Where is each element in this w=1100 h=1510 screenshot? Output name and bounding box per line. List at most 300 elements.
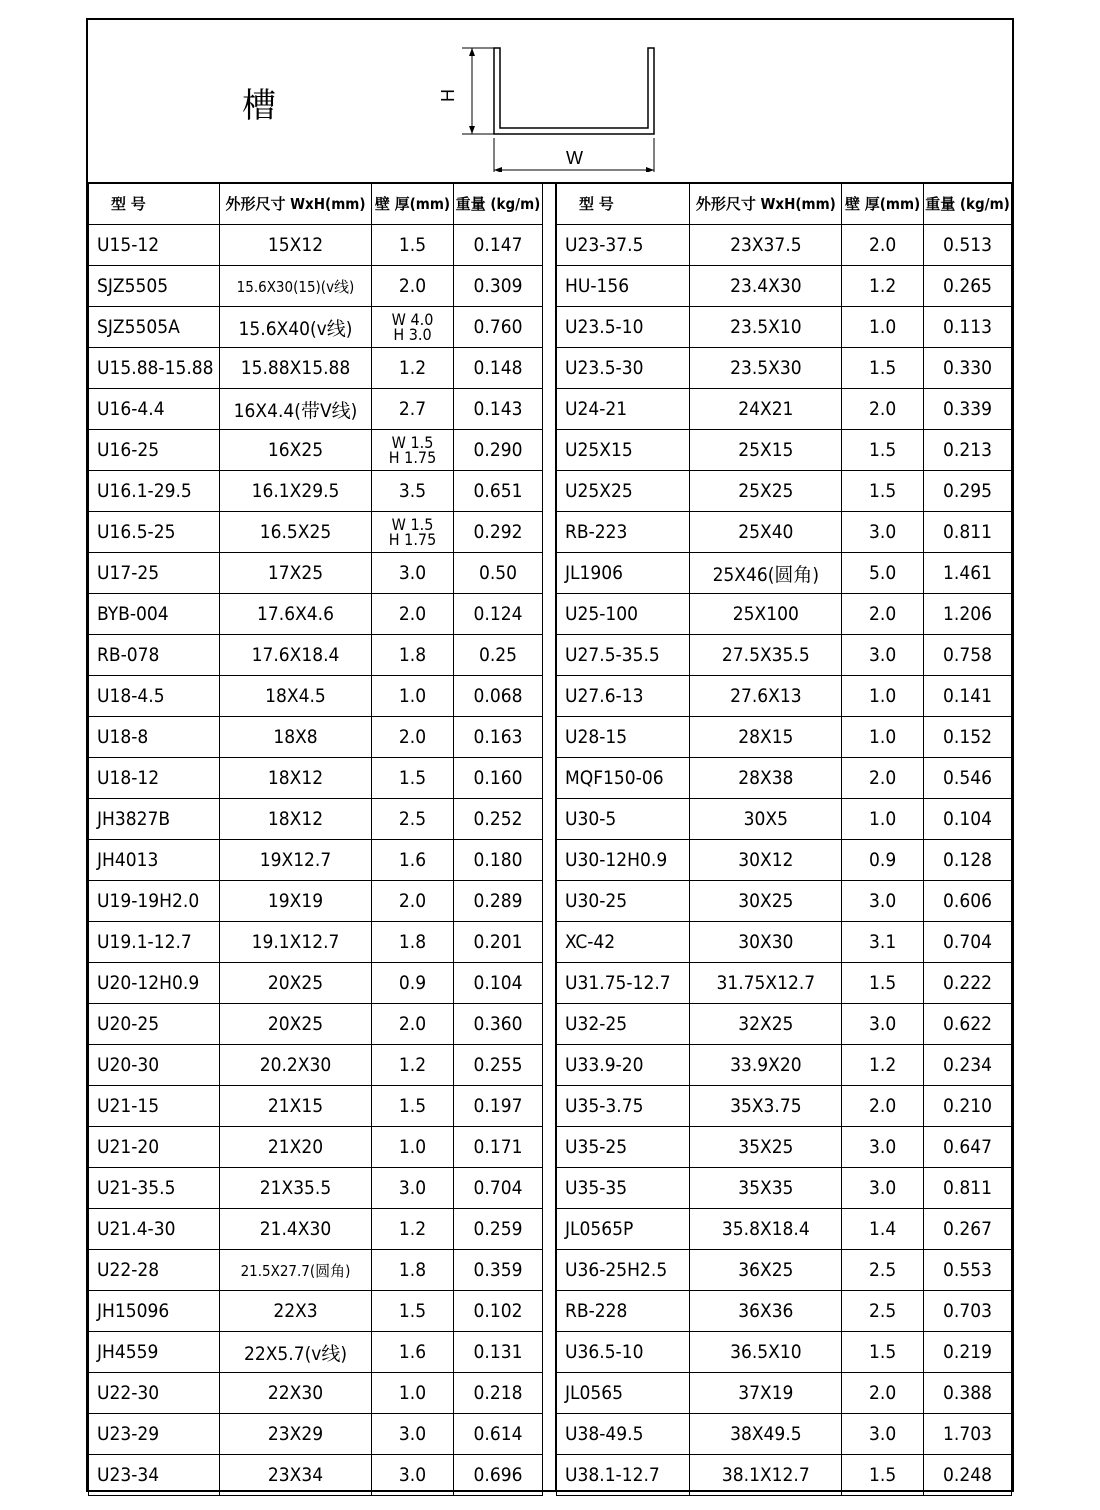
weight-cell: 0.213 xyxy=(924,430,1012,471)
model-cell: U38.1-12.7 xyxy=(557,1455,690,1496)
model-cell: JH4559 xyxy=(89,1332,220,1373)
wall-cell: 1.5 xyxy=(842,1332,924,1373)
size-cell: 25X15 xyxy=(690,430,842,471)
model-cell: BYB-004 xyxy=(89,594,220,635)
wall-cell: 1.5 xyxy=(372,1291,454,1332)
wall-cell: 2.0 xyxy=(842,1373,924,1414)
wall-cell: 3.0 xyxy=(372,553,454,594)
weight-cell: 0.614 xyxy=(454,1414,543,1455)
weight-cell: 0.811 xyxy=(924,1168,1012,1209)
col-weight: 重量 (kg/m) xyxy=(454,183,543,225)
model-cell: JH4013 xyxy=(89,840,220,881)
weight-cell: 0.704 xyxy=(924,922,1012,963)
weight-cell: 0.197 xyxy=(454,1086,543,1127)
size-cell: 24X21 xyxy=(690,389,842,430)
channel-outline xyxy=(494,48,654,134)
model-cell: U25X25 xyxy=(557,471,690,512)
size-cell: 21X20 xyxy=(220,1127,372,1168)
col-model: 型 号 xyxy=(557,183,690,225)
size-cell: 15X12 xyxy=(220,225,372,266)
size-cell: 35X35 xyxy=(690,1168,842,1209)
page-title: 槽 xyxy=(242,86,277,126)
weight-cell: 0.102 xyxy=(454,1291,543,1332)
model-cell: MQF150-06 xyxy=(557,758,690,799)
wall-cell: 1.0 xyxy=(842,799,924,840)
model-cell: U31.75-12.7 xyxy=(557,963,690,1004)
weight-cell: 0.513 xyxy=(924,225,1012,266)
wall-cell: 2.0 xyxy=(842,758,924,799)
table-row xyxy=(557,430,1012,471)
table-row xyxy=(89,922,543,963)
wall-cell: 1.4 xyxy=(842,1209,924,1250)
model-cell: U27.5-35.5 xyxy=(557,635,690,676)
size-cell: 25X100 xyxy=(690,594,842,635)
weight-cell: 0.163 xyxy=(454,717,543,758)
table-header-row xyxy=(557,183,1012,225)
size-cell: 16.1X29.5 xyxy=(220,471,372,512)
weight-cell: 0.704 xyxy=(454,1168,543,1209)
weight-cell: 0.152 xyxy=(924,717,1012,758)
table-row xyxy=(89,799,543,840)
weight-cell: 0.703 xyxy=(924,1291,1012,1332)
table-row xyxy=(557,471,1012,512)
model-cell: RB-228 xyxy=(557,1291,690,1332)
weight-cell: 1.461 xyxy=(924,553,1012,594)
size-cell: 36X36 xyxy=(690,1291,842,1332)
weight-cell: 0.295 xyxy=(924,471,1012,512)
weight-cell: 0.553 xyxy=(924,1250,1012,1291)
weight-cell: 0.330 xyxy=(924,348,1012,389)
table-row xyxy=(557,963,1012,1004)
table-row xyxy=(557,348,1012,389)
wall-cell: 2.0 xyxy=(842,389,924,430)
model-cell: U16-25 xyxy=(89,430,220,471)
weight-cell: 0.265 xyxy=(924,266,1012,307)
model-cell: JL1906 xyxy=(557,553,690,594)
model-cell: RB-223 xyxy=(557,512,690,553)
model-cell: U16.1-29.5 xyxy=(89,471,220,512)
size-cell: 31.75X12.7 xyxy=(690,963,842,1004)
model-cell: U35-25 xyxy=(557,1127,690,1168)
size-cell: 18X8 xyxy=(220,717,372,758)
model-cell: JH3827B xyxy=(89,799,220,840)
model-cell: U35-3.75 xyxy=(557,1086,690,1127)
wall-cell: 3.0 xyxy=(842,1414,924,1455)
model-cell: U20-30 xyxy=(89,1045,220,1086)
model-cell: U30-25 xyxy=(557,881,690,922)
size-cell: 23X34 xyxy=(220,1455,372,1496)
table-row xyxy=(89,635,543,676)
weight-cell: 0.25 xyxy=(454,635,543,676)
wall-cell: W 1.5 H 1.75 xyxy=(372,430,454,471)
model-cell: U21-35.5 xyxy=(89,1168,220,1209)
model-cell: U20-25 xyxy=(89,1004,220,1045)
table-row xyxy=(89,881,543,922)
catalog-sheet xyxy=(86,18,1014,1492)
weight-cell: 0.252 xyxy=(454,799,543,840)
wall-cell: 2.0 xyxy=(372,1004,454,1045)
table-row xyxy=(89,963,543,1004)
size-cell: 17.6X4.6 xyxy=(220,594,372,635)
weight-cell: 0.259 xyxy=(454,1209,543,1250)
channel-profile-diagram xyxy=(434,42,764,172)
table-row xyxy=(557,1127,1012,1168)
weight-cell: 0.147 xyxy=(454,225,543,266)
weight-cell: 0.234 xyxy=(924,1045,1012,1086)
weight-cell: 0.068 xyxy=(454,676,543,717)
table-row xyxy=(557,1209,1012,1250)
table-row xyxy=(557,676,1012,717)
wall-cell: 1.8 xyxy=(372,922,454,963)
wall-cell: 1.8 xyxy=(372,635,454,676)
size-cell: 17.6X18.4 xyxy=(220,635,372,676)
wall-cell: W 4.0 H 3.0 xyxy=(372,307,454,348)
weight-cell: 0.219 xyxy=(924,1332,1012,1373)
size-cell: 30X12 xyxy=(690,840,842,881)
model-cell: RB-078 xyxy=(89,635,220,676)
table-row xyxy=(89,840,543,881)
table-row xyxy=(557,553,1012,594)
model-cell: HU-156 xyxy=(557,266,690,307)
model-cell: U33.9-20 xyxy=(557,1045,690,1086)
weight-cell: 0.104 xyxy=(454,963,543,1004)
table-row xyxy=(557,1332,1012,1373)
model-cell: U25X15 xyxy=(557,430,690,471)
weight-cell: 0.696 xyxy=(454,1455,543,1496)
table-row xyxy=(89,758,543,799)
table-row xyxy=(89,676,543,717)
size-cell: 37X19 xyxy=(690,1373,842,1414)
size-cell: 19X12.7 xyxy=(220,840,372,881)
model-cell: JL0565 xyxy=(557,1373,690,1414)
model-cell: U22-28 xyxy=(89,1250,220,1291)
size-cell: 20X25 xyxy=(220,963,372,1004)
dim-h-label: H xyxy=(438,89,458,102)
model-cell: U23-37.5 xyxy=(557,225,690,266)
table-row xyxy=(89,553,543,594)
wall-cell: 3.0 xyxy=(372,1168,454,1209)
wall-cell: 2.5 xyxy=(842,1291,924,1332)
wall-cell: 3.5 xyxy=(372,471,454,512)
weight-cell: 0.758 xyxy=(924,635,1012,676)
size-cell: 23X37.5 xyxy=(690,225,842,266)
wall-cell: 2.5 xyxy=(842,1250,924,1291)
model-cell: U18-8 xyxy=(89,717,220,758)
size-cell: 36X25 xyxy=(690,1250,842,1291)
size-cell: 30X25 xyxy=(690,881,842,922)
table-row xyxy=(89,1250,543,1291)
table-row xyxy=(89,594,543,635)
size-cell: 15.6X30(15)(v线) xyxy=(220,266,372,307)
wall-cell: 3.1 xyxy=(842,922,924,963)
wall-cell: 1.5 xyxy=(842,963,924,1004)
size-cell: 22X5.7(v线) xyxy=(220,1332,372,1373)
weight-cell: 0.141 xyxy=(924,676,1012,717)
table-row xyxy=(89,1004,543,1045)
wall-cell: 1.2 xyxy=(372,1045,454,1086)
wall-cell: 1.5 xyxy=(842,471,924,512)
size-cell: 18X12 xyxy=(220,799,372,840)
wall-cell: 1.2 xyxy=(842,1045,924,1086)
wall-cell: 2.0 xyxy=(372,717,454,758)
col-size: 外形尺寸 WxH(mm) xyxy=(220,183,372,225)
model-cell: U24-21 xyxy=(557,389,690,430)
table-row xyxy=(557,1086,1012,1127)
size-cell: 18X4.5 xyxy=(220,676,372,717)
model-cell: U21-15 xyxy=(89,1086,220,1127)
table-row xyxy=(557,717,1012,758)
size-cell: 21.5X27.7(圆角) xyxy=(220,1250,372,1291)
table-row xyxy=(557,1414,1012,1455)
wall-cell: 1.5 xyxy=(842,1455,924,1496)
sheet-header xyxy=(88,20,1012,184)
weight-cell: 0.104 xyxy=(924,799,1012,840)
col-wall: 壁 厚(mm) xyxy=(842,183,924,225)
size-cell: 36.5X10 xyxy=(690,1332,842,1373)
size-cell: 18X12 xyxy=(220,758,372,799)
table-row xyxy=(89,1455,543,1496)
wall-cell: 2.0 xyxy=(842,225,924,266)
wall-cell: 1.6 xyxy=(372,1332,454,1373)
model-cell: U21-20 xyxy=(89,1127,220,1168)
model-cell: SJZ5505A xyxy=(89,307,220,348)
size-cell: 22X3 xyxy=(220,1291,372,1332)
wall-cell: W 1.5 H 1.75 xyxy=(372,512,454,553)
table-row xyxy=(89,1291,543,1332)
col-size: 外形尺寸 WxH(mm) xyxy=(690,183,842,225)
model-cell: SJZ5505 xyxy=(89,266,220,307)
table-row xyxy=(557,799,1012,840)
size-cell: 21.4X30 xyxy=(220,1209,372,1250)
model-cell: U16-4.4 xyxy=(89,389,220,430)
weight-cell: 0.128 xyxy=(924,840,1012,881)
wall-cell: 1.0 xyxy=(372,1373,454,1414)
weight-cell: 0.160 xyxy=(454,758,543,799)
weight-cell: 0.210 xyxy=(924,1086,1012,1127)
table-row xyxy=(89,389,543,430)
table-row xyxy=(89,512,543,553)
weight-cell: 0.124 xyxy=(454,594,543,635)
model-cell: U35-35 xyxy=(557,1168,690,1209)
size-cell: 16X4.4(带V线) xyxy=(220,389,372,430)
table-row xyxy=(89,225,543,266)
weight-cell: 1.206 xyxy=(924,594,1012,635)
model-cell: U30-5 xyxy=(557,799,690,840)
size-cell: 16.5X25 xyxy=(220,512,372,553)
wall-cell: 3.0 xyxy=(842,1004,924,1045)
model-cell: U30-12H0.9 xyxy=(557,840,690,881)
table-row xyxy=(89,1414,543,1455)
weight-cell: 1.703 xyxy=(924,1414,1012,1455)
table-header-row xyxy=(89,183,543,225)
model-cell: U20-12H0.9 xyxy=(89,963,220,1004)
model-cell: U32-25 xyxy=(557,1004,690,1045)
model-cell: U23.5-30 xyxy=(557,348,690,389)
model-cell: U28-15 xyxy=(557,717,690,758)
table-row xyxy=(89,1127,543,1168)
wall-cell: 2.0 xyxy=(372,266,454,307)
size-cell: 32X25 xyxy=(690,1004,842,1045)
size-cell: 30X5 xyxy=(690,799,842,840)
size-cell: 27.6X13 xyxy=(690,676,842,717)
size-cell: 38X49.5 xyxy=(690,1414,842,1455)
table-row xyxy=(557,1455,1012,1496)
model-cell: U36.5-10 xyxy=(557,1332,690,1373)
model-cell: U17-25 xyxy=(89,553,220,594)
weight-cell: 0.201 xyxy=(454,922,543,963)
table-row xyxy=(89,266,543,307)
wall-cell: 2.0 xyxy=(842,594,924,635)
table-row xyxy=(89,1045,543,1086)
weight-cell: 0.113 xyxy=(924,307,1012,348)
size-cell: 19X19 xyxy=(220,881,372,922)
wall-cell: 1.5 xyxy=(842,348,924,389)
size-cell: 23.5X10 xyxy=(690,307,842,348)
weight-cell: 0.148 xyxy=(454,348,543,389)
table-row xyxy=(89,1168,543,1209)
table-row xyxy=(557,1291,1012,1332)
wall-cell: 1.0 xyxy=(372,676,454,717)
model-cell: U22-30 xyxy=(89,1373,220,1414)
dim-w-label: W xyxy=(566,148,583,168)
wall-cell: 2.5 xyxy=(372,799,454,840)
weight-cell: 0.292 xyxy=(454,512,543,553)
size-cell: 33.9X20 xyxy=(690,1045,842,1086)
model-cell: U27.6-13 xyxy=(557,676,690,717)
size-cell: 35X3.75 xyxy=(690,1086,842,1127)
size-cell: 23.5X30 xyxy=(690,348,842,389)
weight-cell: 0.143 xyxy=(454,389,543,430)
weight-cell: 0.267 xyxy=(924,1209,1012,1250)
wall-cell: 2.0 xyxy=(372,594,454,635)
table-row xyxy=(557,1168,1012,1209)
wall-cell: 1.8 xyxy=(372,1250,454,1291)
weight-cell: 0.760 xyxy=(454,307,543,348)
model-cell: U36-25H2.5 xyxy=(557,1250,690,1291)
model-cell: U23.5-10 xyxy=(557,307,690,348)
weight-cell: 0.388 xyxy=(924,1373,1012,1414)
weight-cell: 0.218 xyxy=(454,1373,543,1414)
model-cell: JL0565P xyxy=(557,1209,690,1250)
model-cell: U18-4.5 xyxy=(89,676,220,717)
weight-cell: 0.222 xyxy=(924,963,1012,1004)
model-cell: U23-34 xyxy=(89,1455,220,1496)
model-cell: U15-12 xyxy=(89,225,220,266)
wall-cell: 1.0 xyxy=(842,307,924,348)
wall-cell: 0.9 xyxy=(372,963,454,1004)
size-cell: 21X15 xyxy=(220,1086,372,1127)
size-cell: 21X35.5 xyxy=(220,1168,372,1209)
weight-cell: 0.131 xyxy=(454,1332,543,1373)
weight-cell: 0.309 xyxy=(454,266,543,307)
size-cell: 25X40 xyxy=(690,512,842,553)
table-row xyxy=(89,1209,543,1250)
table-row xyxy=(557,1373,1012,1414)
wall-cell: 1.6 xyxy=(372,840,454,881)
wall-cell: 1.2 xyxy=(372,1209,454,1250)
wall-cell: 1.2 xyxy=(372,348,454,389)
model-cell: U15.88-15.88 xyxy=(89,348,220,389)
weight-cell: 0.359 xyxy=(454,1250,543,1291)
wall-cell: 3.0 xyxy=(372,1414,454,1455)
weight-cell: 0.546 xyxy=(924,758,1012,799)
table-row xyxy=(89,430,543,471)
size-cell: 28X15 xyxy=(690,717,842,758)
size-cell: 35X25 xyxy=(690,1127,842,1168)
wall-cell: 3.0 xyxy=(842,881,924,922)
col-wall: 壁 厚(mm) xyxy=(372,183,454,225)
size-cell: 25X25 xyxy=(690,471,842,512)
table-row xyxy=(557,594,1012,635)
size-cell: 22X30 xyxy=(220,1373,372,1414)
model-cell: U19-19H2.0 xyxy=(89,881,220,922)
wall-cell: 1.5 xyxy=(842,430,924,471)
model-cell: XC-42 xyxy=(557,922,690,963)
table-row xyxy=(89,471,543,512)
size-cell: 15.6X40(v线) xyxy=(220,307,372,348)
size-cell: 35.8X18.4 xyxy=(690,1209,842,1250)
model-cell: U18-12 xyxy=(89,758,220,799)
table-row xyxy=(557,225,1012,266)
wall-cell: 0.9 xyxy=(842,840,924,881)
size-cell: 23X29 xyxy=(220,1414,372,1455)
weight-cell: 0.651 xyxy=(454,471,543,512)
model-cell: U16.5-25 xyxy=(89,512,220,553)
wall-cell: 1.5 xyxy=(372,1086,454,1127)
table-row xyxy=(557,758,1012,799)
table-row xyxy=(557,1045,1012,1086)
size-cell: 23.4X30 xyxy=(690,266,842,307)
table-row xyxy=(557,922,1012,963)
wall-cell: 1.5 xyxy=(372,758,454,799)
wall-cell: 3.0 xyxy=(842,1168,924,1209)
size-cell: 38.1X12.7 xyxy=(690,1455,842,1496)
table-row xyxy=(89,1086,543,1127)
weight-cell: 0.289 xyxy=(454,881,543,922)
col-model: 型 号 xyxy=(89,183,220,225)
table-row xyxy=(89,1373,543,1414)
weight-cell: 0.50 xyxy=(454,553,543,594)
size-cell: 17X25 xyxy=(220,553,372,594)
table-row xyxy=(557,389,1012,430)
model-cell: U25-100 xyxy=(557,594,690,635)
weight-cell: 0.290 xyxy=(454,430,543,471)
table-row xyxy=(557,307,1012,348)
size-cell: 28X38 xyxy=(690,758,842,799)
size-cell: 27.5X35.5 xyxy=(690,635,842,676)
size-cell: 20X25 xyxy=(220,1004,372,1045)
model-cell: JH15096 xyxy=(89,1291,220,1332)
profile-table-left xyxy=(88,182,543,1496)
weight-cell: 0.360 xyxy=(454,1004,543,1045)
wall-cell: 3.0 xyxy=(842,1127,924,1168)
weight-cell: 0.811 xyxy=(924,512,1012,553)
model-cell: U21.4-30 xyxy=(89,1209,220,1250)
table-divider xyxy=(542,182,556,1492)
weight-cell: 0.606 xyxy=(924,881,1012,922)
wall-cell: 1.5 xyxy=(372,225,454,266)
table-row xyxy=(557,512,1012,553)
wall-cell: 3.0 xyxy=(842,512,924,553)
table-row xyxy=(557,840,1012,881)
wall-cell: 1.2 xyxy=(842,266,924,307)
wall-cell: 1.0 xyxy=(842,717,924,758)
weight-cell: 0.339 xyxy=(924,389,1012,430)
weight-cell: 0.248 xyxy=(924,1455,1012,1496)
size-cell: 20.2X30 xyxy=(220,1045,372,1086)
size-cell: 25X46(圆角) xyxy=(690,553,842,594)
model-cell: U38-49.5 xyxy=(557,1414,690,1455)
